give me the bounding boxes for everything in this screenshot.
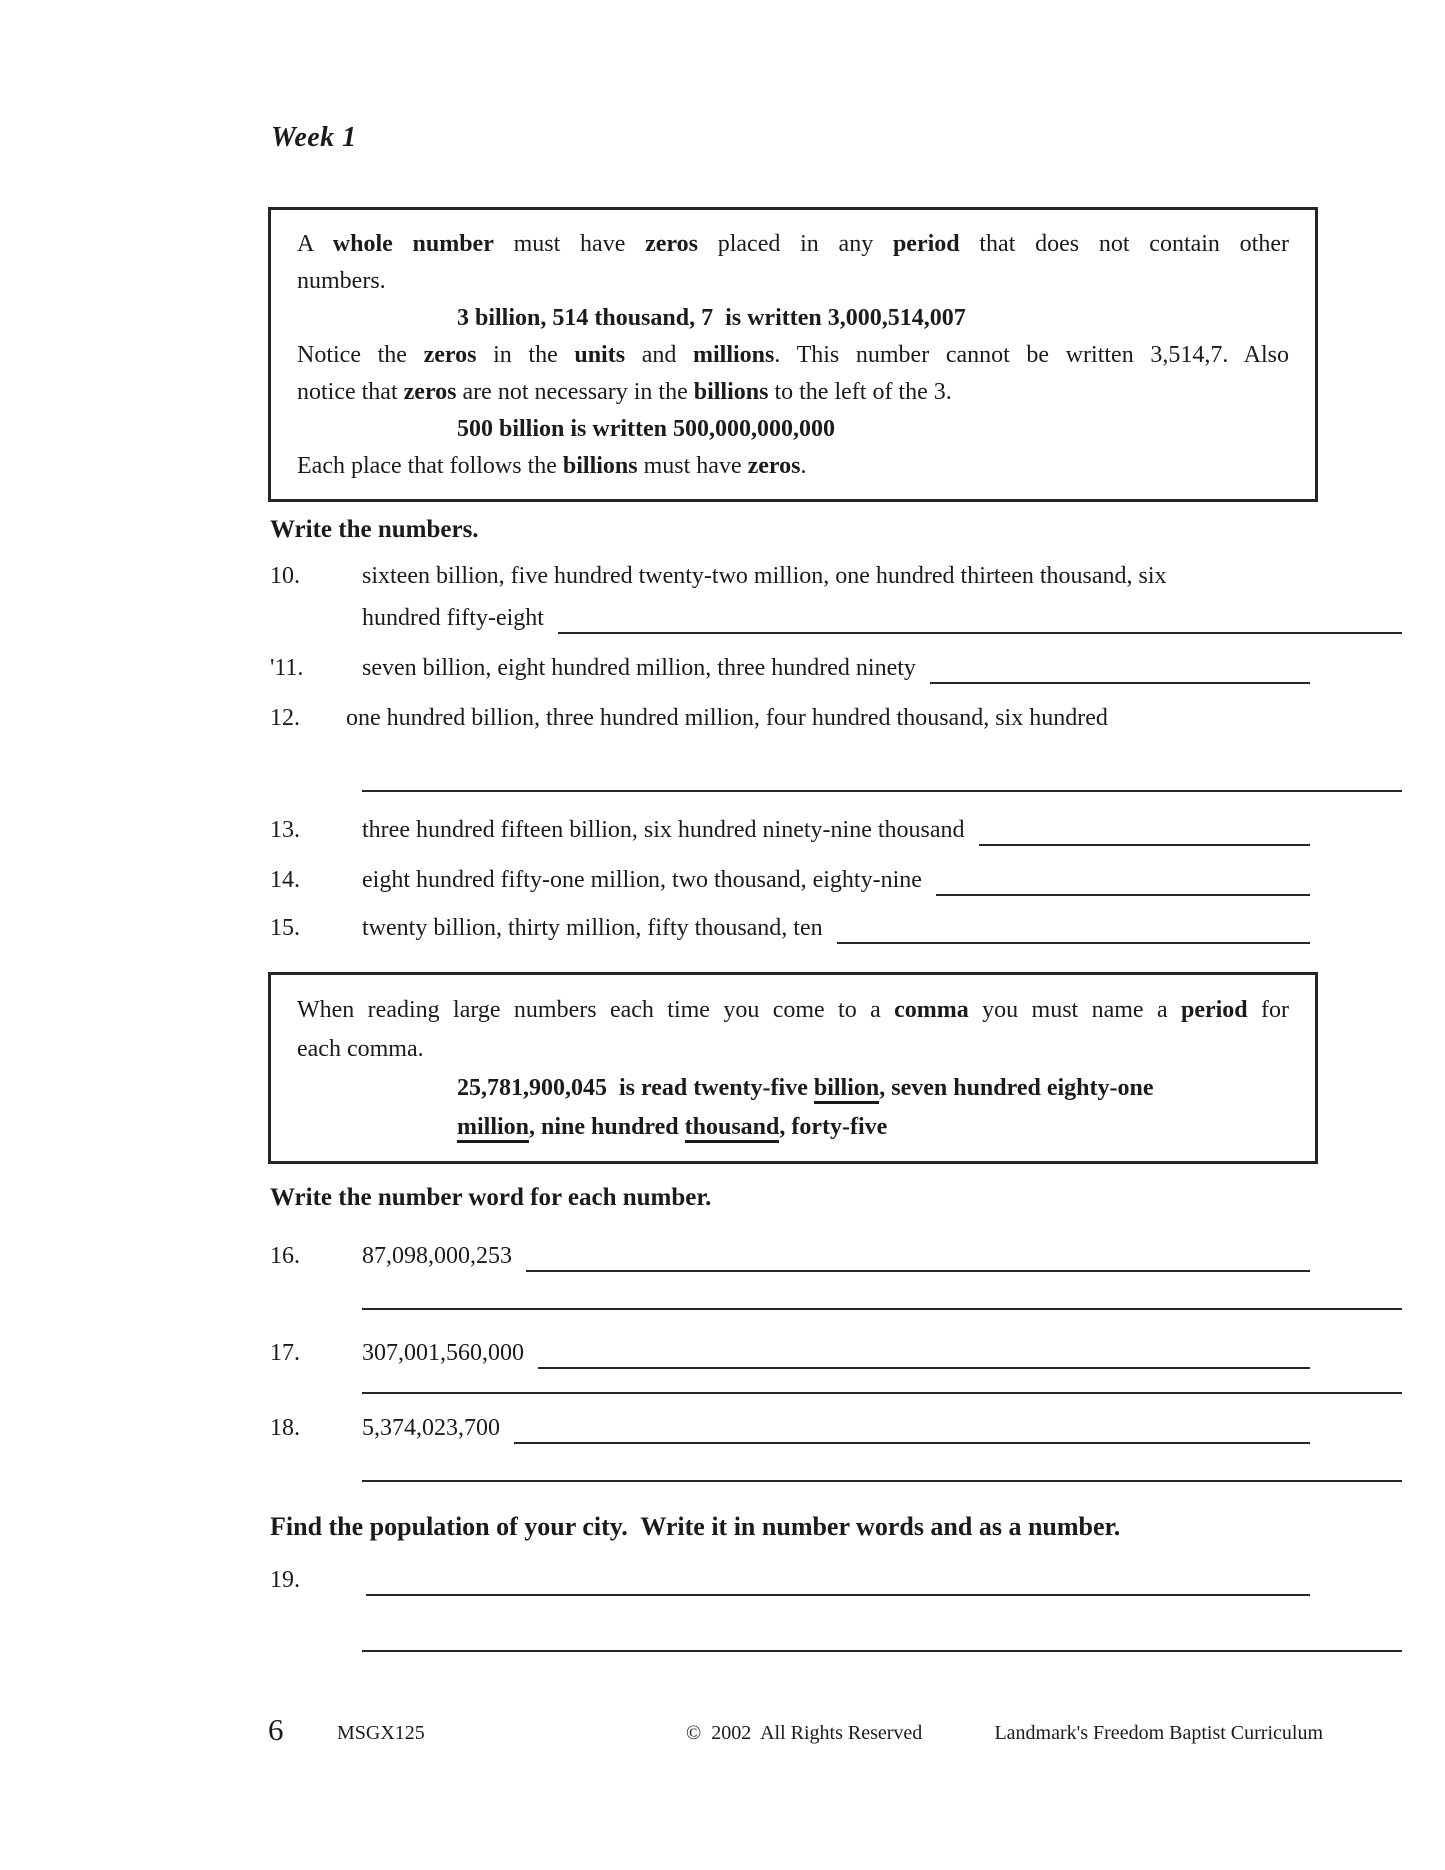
worksheet-item-10: [270, 560, 1318, 592]
term-units: units: [574, 342, 626, 368]
week-label: Week 1: [271, 122, 357, 153]
rule1-text: in the: [476, 342, 575, 368]
item-text: 307,001,560,000: [362, 1340, 524, 1366]
section-heading-population: Find the population of your city. Write it in number words and as a number.: [270, 1512, 1121, 1541]
item-number: 10.: [270, 563, 300, 589]
rule-box-whole-numbers: [268, 207, 1318, 502]
rule1-example-2: 500 billion is written 500,000,000,000: [457, 416, 836, 442]
rule2-example-text: , seven hundred eighty-one: [879, 1075, 1154, 1101]
item-number: 17.: [270, 1340, 300, 1366]
item-text: twenty billion, thirty million, fifty thousand, ten: [362, 915, 823, 941]
term-zeros: zeros: [403, 379, 457, 405]
rule2-example-text: 25,781,900,045 is read twenty-five: [457, 1075, 814, 1101]
answer-blank-19: [366, 1562, 1310, 1596]
item-text: sixteen billion, five hundred twenty-two million, one hundred thirteen thousand, six: [362, 563, 1167, 589]
rule1-line1: [297, 226, 1289, 263]
term-zeros: zeros: [645, 231, 698, 257]
rule2-text: you must name a: [968, 997, 1181, 1023]
rule1-line2: numbers.: [297, 268, 386, 294]
rule1-text: notice that: [297, 379, 404, 405]
rule1-text: placed in any: [697, 231, 893, 257]
footer-copyright: © 2002 All Rights Reserved: [686, 1722, 923, 1744]
item-text: 5,374,023,700: [362, 1415, 500, 1441]
worksheet-item-14: [270, 862, 1318, 896]
rule1-text: must have: [493, 231, 646, 257]
worksheet-item-19-answer-row: [270, 1618, 1410, 1652]
term-whole-number: whole number: [332, 231, 494, 257]
answer-blank-16: [526, 1238, 1310, 1272]
item-number: 15.: [270, 915, 300, 941]
item-text: one hundred billion, three hundred million, four hundred thousand, six hundred: [346, 705, 1108, 731]
item-number: 16.: [270, 1243, 300, 1269]
rule1-line7: [297, 448, 1289, 485]
rule2-line2: each comma.: [297, 1036, 424, 1062]
underlined-million: million: [457, 1114, 529, 1143]
worksheet-item-13: [270, 812, 1318, 846]
term-zeros: zeros: [423, 342, 477, 368]
answer-blank-18: [514, 1410, 1310, 1444]
rule2-example-text: , nine hundred: [529, 1114, 685, 1140]
worksheet-item-16: [270, 1238, 1318, 1272]
answer-blank-16-line2: [362, 1276, 1402, 1310]
rule1-text: must have: [637, 453, 748, 479]
answer-blank-11: [930, 650, 1310, 684]
rule2-line1: [297, 991, 1289, 1030]
answer-blank-15: [837, 910, 1310, 944]
rule2-example-line1: [297, 1069, 1289, 1108]
term-period: period: [892, 231, 960, 257]
worksheet-item-18-answer-row: [270, 1448, 1410, 1482]
item-number: 14.: [270, 867, 300, 893]
worksheet-item-12-answer-row: [270, 758, 1410, 792]
worksheet-item-12: [270, 702, 1318, 734]
item-number: '11.: [270, 655, 304, 681]
term-billions: billions: [562, 453, 638, 479]
answer-blank-18-line2: [362, 1448, 1402, 1482]
term-comma: comma: [894, 997, 969, 1023]
worksheet-item-19: [270, 1562, 1318, 1596]
footer-publisher: Landmark's Freedom Baptist Curriculum: [994, 1722, 1323, 1744]
worksheet-item-16-answer-row: [270, 1276, 1410, 1310]
rule1-text: and: [625, 342, 693, 368]
answer-blank-10: [558, 600, 1402, 634]
worksheet-item-11: [270, 650, 1318, 684]
page-number: 6: [268, 1712, 284, 1747]
rule1-text: Notice the: [297, 342, 424, 368]
item-number: 12.: [270, 705, 300, 731]
worksheet-item-15: [270, 910, 1318, 944]
item-number: 18.: [270, 1415, 300, 1441]
rule1-text: A: [297, 231, 333, 257]
rule1-line5: [297, 374, 1289, 411]
item-text: three hundred fifteen billion, six hundred ninety-nine thousand: [362, 817, 965, 843]
footer-code: MSGX125: [337, 1722, 425, 1744]
worksheet-item-18: [270, 1410, 1318, 1444]
rule-box-reading-numbers: [268, 972, 1318, 1164]
item-text: hundred fifty-eight: [362, 605, 544, 631]
rule1-line4: [297, 337, 1289, 374]
answer-blank-12: [362, 758, 1402, 792]
section-heading-write-words: Write the number word for each number.: [270, 1184, 712, 1211]
rule2-example-line2: [297, 1108, 1289, 1147]
rule1-text: are not necessary in the: [456, 379, 694, 405]
item-number: 19.: [270, 1567, 300, 1593]
underlined-billion: billion: [814, 1075, 879, 1104]
item-number: 13.: [270, 817, 300, 843]
rule2-text: When reading large numbers each time you come to a: [297, 997, 895, 1023]
item-text: seven billion, eight hundred million, three hundred ninety: [362, 655, 916, 681]
rule2-example-text: , forty-five: [779, 1114, 888, 1140]
section-heading-write-numbers: Write the numbers.: [270, 516, 479, 543]
answer-blank-14: [936, 862, 1310, 896]
item-text: 87,098,000,253: [362, 1243, 512, 1269]
worksheet-item-17-answer-row: [270, 1360, 1410, 1394]
underlined-thousand: thousand: [685, 1114, 780, 1143]
term-period: period: [1180, 997, 1248, 1023]
rule2-text: for: [1247, 997, 1290, 1023]
rule1-example-1: 3 billion, 514 thousand, 7 is written 3,000,514,007: [457, 305, 966, 331]
term-millions: millions: [693, 342, 775, 368]
term-zeros: zeros: [747, 453, 801, 479]
rule1-text: that does not contain other: [959, 231, 1289, 257]
rule1-text: to the left of the 3.: [768, 379, 952, 405]
worksheet-item-10-line2: [270, 600, 1410, 634]
item-text: eight hundred fifty-one million, two thousand, eighty-nine: [362, 867, 922, 893]
rule1-text: .: [800, 453, 807, 479]
rule1-text: Each place that follows the: [297, 453, 563, 479]
term-billions: billions: [693, 379, 769, 405]
answer-blank-17-line2: [362, 1360, 1402, 1394]
answer-blank-13: [979, 812, 1310, 846]
answer-blank-19-line2: [362, 1618, 1402, 1652]
rule1-text: . This number cannot be written 3,514,7. Also: [774, 342, 1289, 368]
